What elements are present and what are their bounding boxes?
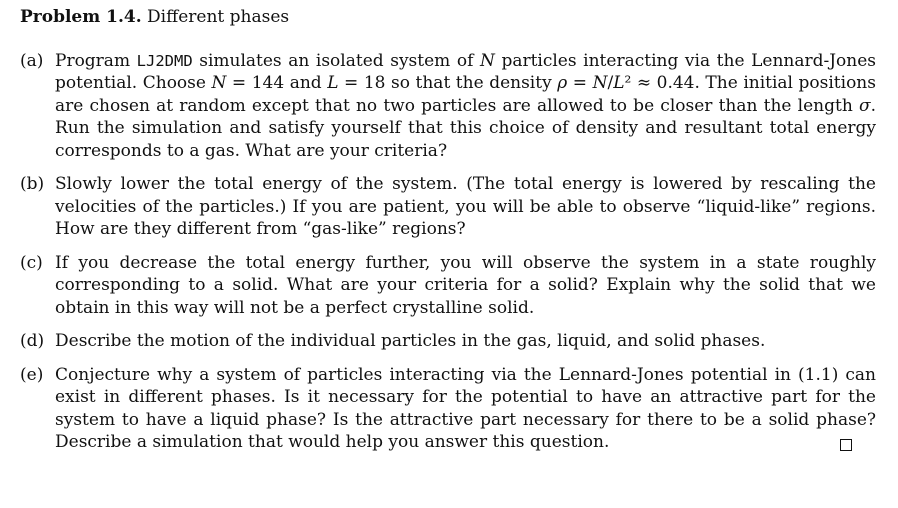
- part-a: [20, 50, 876, 163]
- problem-number: Problem 1.4.: [20, 7, 142, 27]
- part-label: (d): [20, 331, 45, 351]
- math-variable: N: [479, 50, 495, 71]
- part-label: (c): [20, 252, 43, 273]
- part-text: If you decrease the total energy further, you will observe the system in a state roughly corresponding to a solid. What are your criteria for a solid? Explain why the solid that we obtain in this way will not be a perfect crystalline solid.: [55, 252, 876, 318]
- part-label: (a): [20, 50, 44, 71]
- math-variable: N: [211, 73, 227, 93]
- part-text: Conjecture why a system of particles interacting via the Lennard-Jones potential in (1.1) can exist in different phases. Is it necessary for the potential to have an attractive part for the system to have a liquid phase? Is the attractive part necessary for there to be a solid phase? Describe a simulation that would help you answer this question.: [55, 364, 876, 452]
- part-text: Slowly lower the total energy of the system. (The total energy is lowered by rescaling the velocities of the particles.) If you are patient, you will be able to observe “liquid-like” regions. How are they different from “gas-like” regions?: [55, 174, 876, 239]
- part-c: [20, 252, 876, 320]
- math-variable: N: [592, 73, 608, 93]
- part-label: (e): [20, 364, 44, 385]
- part-d: [20, 330, 876, 353]
- math-variable: L: [327, 73, 339, 93]
- part-b: [20, 173, 876, 241]
- part-text: Describe the motion of the individual particles in the gas, liquid, and solid phases.: [55, 331, 766, 351]
- problem-block: [20, 6, 876, 465]
- math-variable: ρ: [557, 73, 568, 93]
- problem-heading: [20, 6, 876, 29]
- program-name: LJ2DMD: [136, 51, 193, 70]
- part-e: [20, 364, 876, 454]
- math-variable: σ: [858, 95, 871, 116]
- problem-title: Different phases: [147, 7, 290, 27]
- end-of-problem-square-icon: [840, 439, 852, 451]
- part-label: (b): [20, 174, 45, 194]
- part-text: Program LJ2DMD simulates an isolated system of N particles interacting via the Lennard-Jones potential. Choose N = 144 and L = 18 so that the density ρ = N/L² ≈ 0.44. The initial positions are chosen at random except that no two particles are allowed to be closer than the length σ. Run the simulation and satisfy yourself that this choice of density and resultant total energy corresponds to a gas. What are your criteria?: [55, 50, 877, 161]
- math-variable: L: [613, 73, 625, 93]
